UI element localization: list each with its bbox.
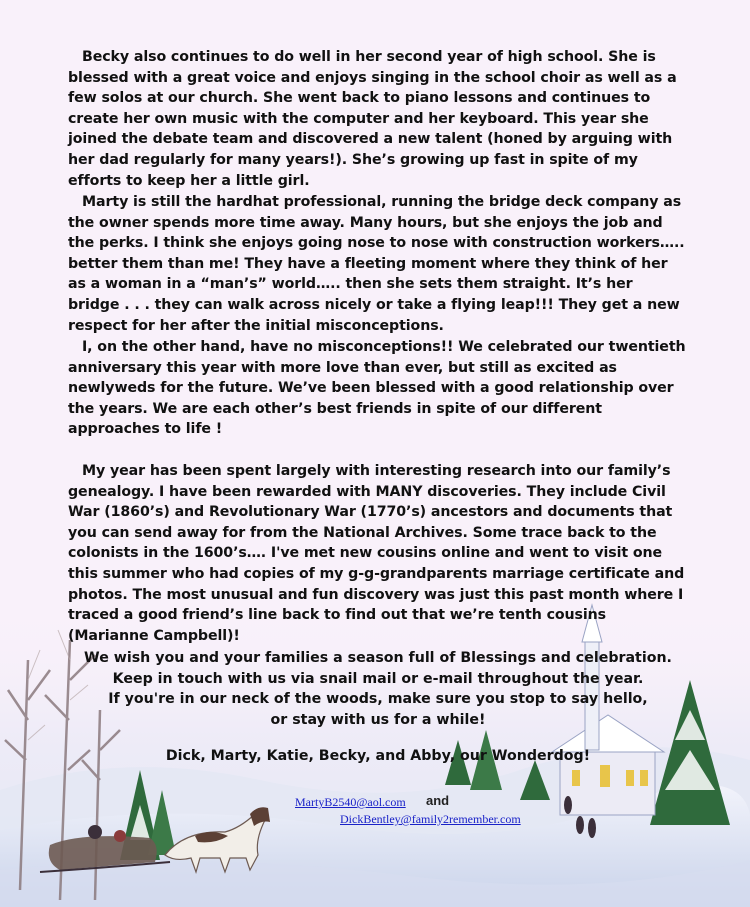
- paragraph-marty: Marty is still the hardhat professional, running the bridge deck company as the owner spends more time away. Many hours, but she enjoys the job and the perks. I think she enjoys going nose to nose with construction workers….. better them than me! They have a fleeting moment where they think of her as a woman in a “man’s” world….. then she sets them straight. It’s her bridge . . . they can walk across nicely or take a flying leap!!! They get a new respect for her after the initial misconceptions.: [68, 194, 685, 334]
- paragraph-genealogy: My year has been spent largely with interesting research into our family’s genealogy. I have been rewarded with MANY discoveries. They include Civil War (1860’s) and Revolutionary War (1770’s) ancestors and documents that you can send away for from the National Archives. Some trace back to the colonists in the 1600’s…. I've met new cousins online and went to visit one this summer who had copies of my g-g-grandparents marriage certificate and photos. The most unusual and fun discovery was just this past month where I traced a good friend’s line back to find out that we’re tenth cousins (Marianne Campbell)!: [68, 463, 685, 644]
- closing-line: or stay with us for a while!: [270, 711, 486, 728]
- paragraph-anniversary: I, on the other hand, have no misconceptions!! We celebrated our twentieth anniversary this year with more love than ever, but still as excited as newlyweds for the future. We’ve been blessed with a good relationship over the years. We are each other’s best friends in spite of our different approaches to life !: [68, 339, 686, 438]
- closing-line: Keep in touch with us via snail mail or e-mail throughout the year.: [112, 670, 644, 687]
- closing-line: If you're in our neck of the woods, make sure you stop to say hello,: [108, 691, 648, 708]
- paragraph-becky: Becky also continues to do well in her second year of high school. She is blessed with a great voice and enjoys singing in the school choir as well as a few solos at our church. She went back to piano lessons and continues to create her own music with the computer and her keyboard. This year she joined the debate team and discovered a new talent (honed by arguing with her dad regularly for many years!). She’s growing up fast in spite of my efforts to keep her a little girl.: [68, 49, 677, 189]
- email-link-marty[interactable]: MartyB2540@aol.com: [295, 795, 406, 809]
- signature: Dick, Marty, Katie, Becky, and Abby, our Wonderdog!: [165, 748, 591, 764]
- closing-line: We wish you and your families a season full of Blessings and celebration.: [84, 650, 672, 666]
- closing-wishes: [68, 648, 688, 730]
- email-link-dick[interactable]: DickBentley@family2remember.com: [340, 812, 521, 826]
- and-label: and: [426, 793, 450, 808]
